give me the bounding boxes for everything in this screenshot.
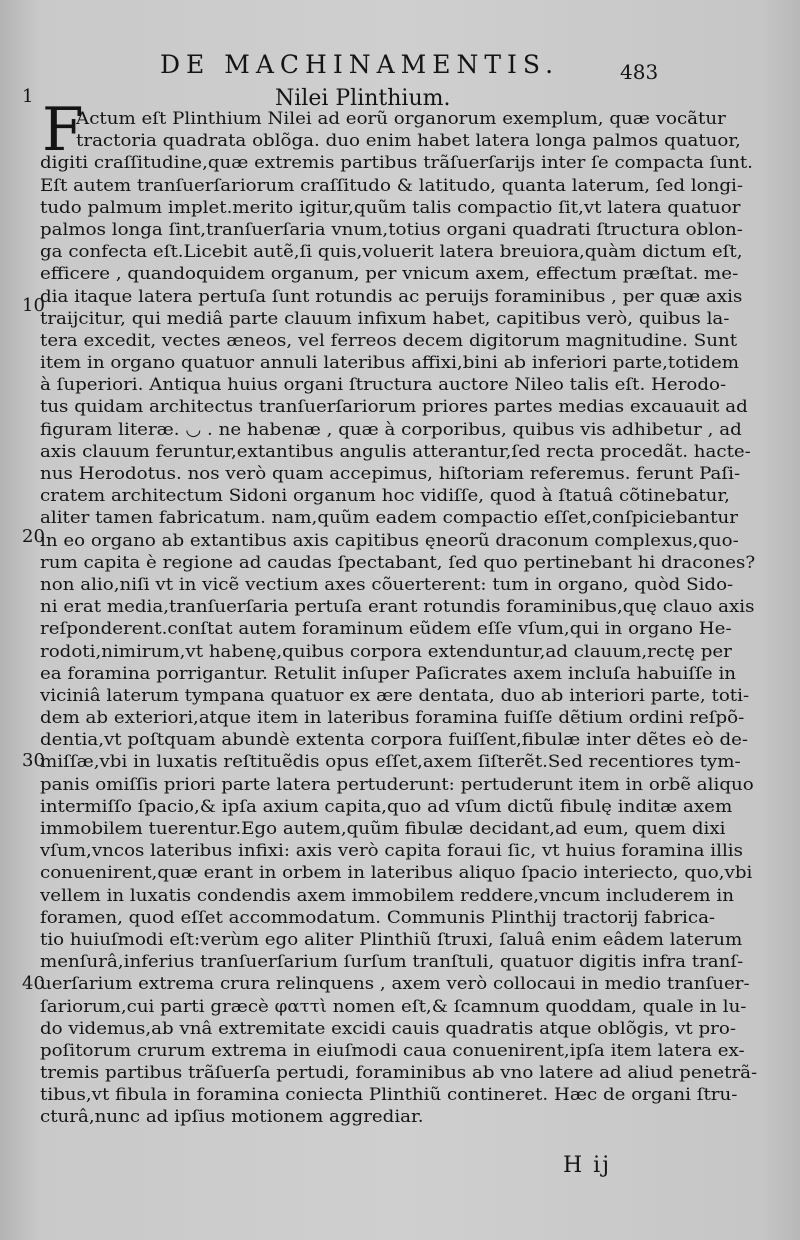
text-line — [40, 330, 800, 352]
text-line — [40, 907, 800, 929]
text-line-content: tio huiuſmodi eſt:verùm ego aliter Plinthiũ ſtruxi, ſaluâ enim eâdem laterum — [40, 929, 743, 950]
text-line — [40, 729, 800, 751]
text-line — [40, 1106, 800, 1128]
text-line-content: in eo organo ab extantibus axis capitibus ęneorũ draconum complexus,quo- — [40, 530, 739, 551]
text-line — [40, 374, 800, 396]
text-line — [40, 152, 800, 174]
text-line — [40, 951, 800, 973]
text-line — [40, 1084, 800, 1106]
text-line — [40, 996, 800, 1018]
text-line — [40, 263, 800, 285]
text-line-content: tremis partibus trãſuerſa pertudi, foraminibus ab vno latere ad aliud penetrã- — [40, 1063, 758, 1084]
text-line — [40, 862, 800, 884]
page-number: 483 — [620, 60, 659, 84]
text-line-content: Eſt autem tranſuerſariorum craſſitudo & latitudo, quanta laterum, ſed longi- — [40, 175, 744, 196]
text-line-content: conuenirent,quæ erant in orbem in lateribus aliquo ſpacio interiecto, quo,vbi — [40, 863, 753, 884]
line-marker: 1 — [22, 86, 34, 107]
text-line — [40, 441, 800, 463]
text-line-content: efficere , quandoquidem organum, per vnicum axem, effectum præſtat. me- — [40, 264, 739, 285]
text-line-content: ſariorum,cui parti græcè φαττὶ nomen eſt,& ſcamnum quoddam, quale in lu- — [40, 996, 747, 1017]
text-line-content: aliter tamen fabricatum. nam,quũm eadem compactio eſſet,conſpiciebantur — [40, 508, 738, 529]
text-line — [40, 618, 800, 640]
text-line-content: vſum,vncos lateribus infixi: axis verò capita foraui ſic, vt huius foramina illis — [40, 841, 743, 862]
text-line-content: viciniâ laterum tympana quatuor ex ære dentata, duo ab interiori parte, toti- — [40, 685, 750, 706]
text-line-content: ga confecta eſt.Licebit autẽ,ſi quis,voluerit latera breuiora,quàm dictum eſt, — [40, 242, 743, 263]
signature-mark: H ij — [563, 1153, 612, 1178]
running-header: DE MACHINAMENTIS. — [160, 50, 560, 79]
text-line — [40, 175, 800, 197]
text-line-content: poſitorum crurum extrema in eiuſmodi caua conuenirent,ipſa item latera ex- — [40, 1040, 745, 1061]
text-line-content: Actum eſt Plinthium Nilei ad eorũ organorum exemplum, quæ vocãtur — [76, 109, 726, 129]
text-line — [40, 885, 800, 907]
text-line-content: reſponderent.conſtat autem foraminum eũdem eſſe vſum,qui in organo He- — [40, 619, 732, 640]
text-line — [40, 286, 800, 308]
text-line-content: traijcitur, qui mediâ parte clauum infixum habet, capitibus verò, quibus la- — [40, 308, 730, 329]
text-line — [40, 352, 800, 374]
text-line-content: tibus,vt fibula in foramina coniecta Plinthiũ contineret. Hæc de organi ſtru- — [40, 1085, 738, 1106]
text-line-content: dia itaque latera pertuſa ſunt rotundis ac peruijs foraminibus , per quæ axis — [40, 286, 743, 307]
text-line — [40, 552, 800, 574]
text-line — [40, 840, 800, 862]
text-line — [40, 973, 800, 995]
text-line-content: tractoria quadrata oblõga. duo enim habet latera longa palmos quatuor, — [76, 131, 741, 152]
text-line-content: menſurâ,inferius tranſuerſarium ſurſum tranſtuli, quatuor digitis infra tranſ- — [40, 952, 744, 973]
text-line — [40, 241, 800, 263]
text-line — [40, 685, 800, 707]
text-line — [40, 707, 800, 729]
text-line — [40, 1062, 800, 1084]
text-line — [40, 308, 800, 330]
text-line-content: ni erat media,tranſuerſaria pertuſa erant rotundis foraminibus,quę clauo axis — [40, 597, 755, 618]
text-line — [40, 108, 800, 130]
text-line-content: tudo palmum implet.merito igitur,quũm talis compactio ſit,vt latera quatuor — [40, 197, 741, 218]
text-line-content: figuram literæ. ◡ . ne habenæ , quæ à corporibus, quibus vis adhibetur , ad — [40, 419, 742, 440]
text-line-content: rum capita è regione ad caudas ſpectabant, ſed quo pertinebant hi dracones? — [40, 552, 756, 573]
line-marker: 10 — [22, 295, 45, 316]
text-line-content: à ſuperiori. Antiqua huius organi ſtructura auctore Nileo talis eſt. Herodo- — [40, 375, 727, 396]
text-line-content: item in organo quatuor annuli lateribus affixi,bini ab inferiori parte,totidem — [40, 353, 740, 374]
text-line-content: tera excedit, vectes æneos, vel ferreos decem digitorum magnitudine. Sunt — [40, 330, 738, 351]
text-line-content: immobilem tuerentur.Ego autem,quũm fibulæ decidant,ad eum, quem dixi — [40, 819, 726, 839]
text-line — [40, 219, 800, 241]
text-line-content: cratem architectum Sidoni organum hoc vidiſſe, quod à ſtatuâ cõtinebatur, — [40, 486, 730, 507]
drop-cap: F — [42, 95, 84, 165]
text-line-content: intermiſſo ſpacio,& ipſa axium capita,quo ad vſum dictũ fibulę inditæ axem — [40, 796, 733, 817]
text-line — [40, 463, 800, 485]
line-marker: 20 — [22, 526, 45, 547]
text-line — [40, 663, 800, 685]
text-line-content: non alio,niſi vt in vicẽ vectium axes cõuerterent: tum in organo, quòd Sido- — [40, 574, 734, 595]
text-line — [40, 641, 800, 663]
text-line — [40, 596, 800, 618]
text-line-content: vellem in luxatis condendis axem immobilem reddere,vncum includerem in — [40, 885, 734, 906]
section-title: Nilei Plinthium. — [275, 86, 451, 111]
text-line-content: axis clauum feruntur,extantibus angulis atterantur,ſed recta procedãt. hacte- — [40, 441, 751, 462]
line-marker: 40 — [22, 973, 45, 994]
text-line — [40, 1040, 800, 1062]
text-line-content: dentia,vt poſtquam abundè extenta corpora fuiſſent,fibulæ inter dẽtes eò de- — [40, 730, 749, 751]
text-line — [40, 574, 800, 596]
text-line — [40, 485, 800, 507]
text-line — [40, 507, 800, 529]
text-line — [40, 929, 800, 951]
body-text — [40, 108, 800, 1129]
text-line — [40, 530, 800, 552]
text-line — [40, 419, 800, 441]
text-line — [40, 774, 800, 796]
text-line-content: foramen, quod eſſet accommodatum. Communis Plinthij tractorij fabrica- — [40, 907, 716, 928]
text-line-content: dem ab exteriori,atque item in lateribus foramina fuiſſe dẽtium ordini reſpõ- — [40, 708, 745, 729]
text-line-content: uerſarium extrema crura relinquens , axem verò collocaui in medio tranſuer- — [40, 974, 750, 995]
text-line — [40, 197, 800, 219]
text-line — [40, 1018, 800, 1040]
text-line — [40, 396, 800, 418]
line-marker: 30 — [22, 750, 45, 771]
text-line — [40, 796, 800, 818]
text-line-content: ea foramina porrigantur. Retulit inſuper Paſicrates axem incluſa habuiſſe in — [40, 663, 737, 684]
text-line — [40, 130, 800, 152]
text-line-content: panis omiſſis priori parte latera pertuderunt: pertuderunt item in orbẽ aliquo — [40, 774, 754, 795]
text-line-content: do videmus,ab vnâ extremitate excidi cauis quadratis atque oblõgis, vt pro- — [40, 1018, 737, 1039]
text-line-content: nus Herodotus. nos verò quam accepimus, hiſtoriam referemus. ferunt Paſi- — [40, 464, 741, 484]
text-line-content: palmos longa ſint,tranſuerſaria vnum,totius organi quadrati ſtructura oblon- — [40, 219, 743, 240]
text-line — [40, 751, 800, 773]
text-line-content: tus quidam architectus tranſuerſariorum priores partes medias excauauit ad — [40, 397, 748, 418]
text-line — [40, 818, 800, 840]
text-line-content: miſſæ,vbi in luxatis reſtituẽdis opus eſſet,axem ſiſterẽt.Sed recentiores tym- — [40, 752, 741, 773]
text-line-content: digiti craſſitudine,quæ extremis partibus trãſuerſarijs inter ſe compacta ſunt. — [40, 153, 753, 174]
text-line-content: rodoti,nimirum,vt habenę,quibus corpora extenduntur,ad clauum,rectę per — [40, 641, 732, 662]
text-line-content: cturâ,nunc ad ipſius motionem aggrediar. — [40, 1107, 424, 1128]
